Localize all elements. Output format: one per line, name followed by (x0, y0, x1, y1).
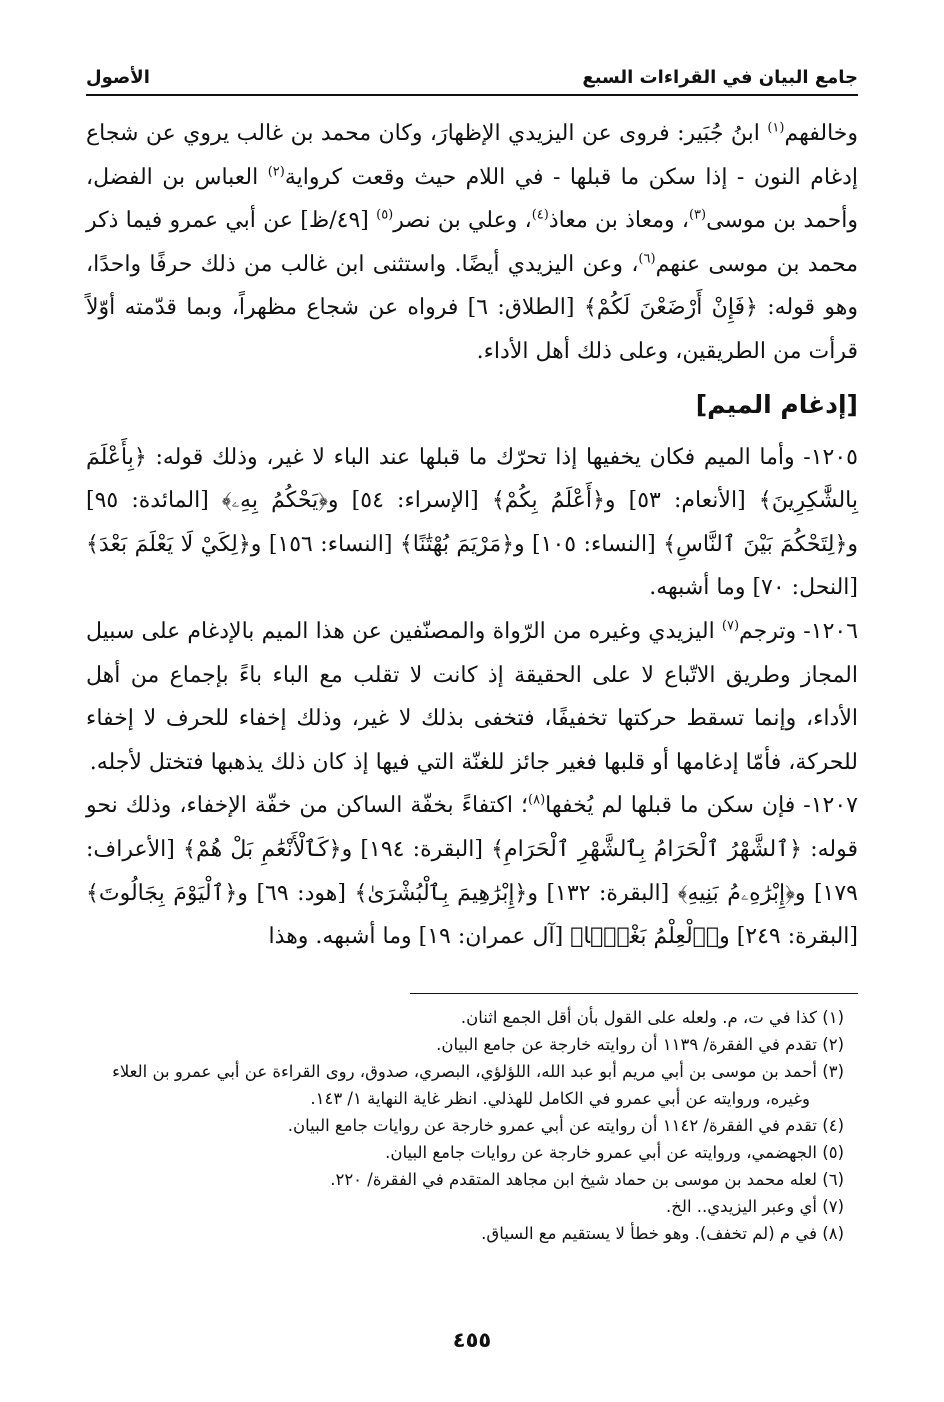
chapter-title: الأصول (86, 67, 150, 88)
paragraph-1 (86, 112, 858, 374)
footnote-2: (٢) تقدم في الفقرة/ ١١٣٩ أن روايته خارجة عن جامع البيان. (436, 1035, 844, 1054)
page-number: ٤٥٥ (452, 1328, 492, 1352)
text-run: ١٢٠٧- فإن سكن ما قبلها لم يُخفها (545, 793, 858, 819)
main-text (86, 112, 858, 959)
paragraph-1207 (86, 784, 858, 958)
footnote-4: (٤) تقدم في الفقرة/ ١١٤٢ أن روايته عن أبي عمرو خارجة عن روايات جامع البيان. (287, 1116, 844, 1135)
book-title: جامع البيان في القراءات السبع (582, 67, 858, 88)
footnote-ref-5: (٥) (376, 207, 394, 223)
text-run: [٤٩/ظ] عن أبي عمرو فيما ذكر محمد بن موسى عنهم (86, 208, 858, 277)
running-header (86, 60, 858, 88)
footnote-1: (١) كذا في ت، م. ولعله على القول بأن أقل الجمع اثنان. (460, 1008, 844, 1027)
footnote-7: (٧) أي وعبر اليزيدي.. الخ. (666, 1197, 844, 1216)
footnotes (90, 1004, 844, 1247)
footnote-ref-1: (١) (767, 120, 785, 136)
text-run: ؛ اكتفاءً بخفّة الساكن من خفّة الإخفاء، وذلك نحو قوله: ﴿ٱلشَّهْرُ ٱلْحَرَامُ بِٱلشَّهْرِ ٱلْحَرَامِ﴾ [البقرة: ١٩٤] و﴿كَٱلْأَنْعَٰمِ بَلْ هُمْ﴾ [الأعراف: ١٧٩] و﴿إِبْرَٰهِۦمُ بَنِيهِ﴾ [البقرة: ١٣٢] و﴿إِبْرَٰهِيمَ بِٱلْبُشْرَىٰ﴾ [هود: ٦٩] و﴿ٱلْيَوْمَ بِجَالُوتَ﴾ [البقرة: ٢٤٩] و﴿ٱلْعِلْمُ بَغْيًۢا﴾ [آل عمران: ١٩] وما أشبهه. وهذا (86, 793, 858, 950)
text-run: ، ومعاذ بن معاذ (548, 208, 689, 234)
footnote-6: (٦) لعله محمد بن موسى بن حماد شيخ ابن مجاهد المتقدم في الفقرة/ ٢٢٠. (330, 1170, 844, 1189)
paragraph-1206 (86, 610, 858, 784)
footnote-ref-6: (٦) (638, 251, 656, 267)
footnote-ref-7: (٧) (721, 618, 740, 634)
text-run: ١٢٠٦- وترجم (739, 618, 859, 644)
footnote-ref-8: (٨) (528, 792, 546, 808)
footnote-8: (٨) في م (لم تخفف). وهو خطأ لا يستقيم مع السياق. (481, 1224, 844, 1243)
text-run: اليزيدي وغيره من الرّواة والمصنّفين عن هذا الميم بالإدغام على سبيل المجاز وطريق الاتّباع لا على الحقيقة إذ كانت لا تقلب مع الباء باءً بإجماع من أهل الأداء، وإنما تسقط حركتها تخفيفًا، فتخفى بذلك لا غير، وذلك إخفاء للحرف لا إخفاء للحركة، فأمّا إدغامها أو قلبها فغير جائز للغنّة التي فيها إذ كان ذلك يذهبها فتختل لأجله. (86, 618, 858, 775)
text-run: العباس بن الفضل، وأحمد بن موسى (86, 164, 858, 234)
text-run: ابنُ جُبَير: فروى عن اليزيدي الإظهارَ، وكان محمد بن غالب يروي عن شجاع إدغام النون - إذا سكن ما قبلها - في اللام حيث وقعت كرواية (86, 121, 858, 190)
paragraph-1205: ١٢٠٥- وأما الميم فكان يخفيها إذا تحرّك ما قبلها عند الباء لا غير، وذلك قوله: ﴿بِأَعْلَمَ بِالشَّٰكِرِينَ﴾ [الأنعام: ٥٣] و﴿أَعْلَمُ بِكُمْ﴾ [الإسراء: ٥٤] و﴿يَحْكُمُ بِهِۦ﴾ [المائدة: ٩٥] و﴿لِتَحْكُمَ بَيْنَ ٱلنَّاسِ﴾ [النساء: ١٠٥] و﴿مَرْيَمَ بُهْتَٰنًا﴾ [النساء: ١٥٦] و﴿لِكَيْ لَا يَعْلَمَ بَعْدَ﴾ [النحل: ٧٠] وما أشبهه. (86, 444, 859, 601)
footnote-5: (٥) الجهضمي، وروايته عن أبي عمرو خارجة عن روايات جامع البيان. (385, 1143, 844, 1162)
footnote-ref-2: (٢) (267, 164, 285, 180)
text-run: ، وعن اليزيدي أيضًا. واستثنى ابن غالب من ذلك حرفًا واحدًا، وهو قوله: ﴿فَإِنْ أَرْضَعْنَ لَكُمْ﴾ [الطلاق: ٦] فرواه عن شجاع مظهراً، وبما قدّمته أوّلاً قرأت من الطريقين، وعلى ذلك أهل الأداء. (86, 251, 858, 364)
text-run: ، وعلي بن نصر (393, 208, 532, 234)
text-run: وخالفهم (784, 121, 858, 146)
footnote-rule (410, 993, 858, 994)
header-rule (86, 94, 858, 96)
section-heading: [إدغام الميم] (695, 389, 858, 419)
footnote-3: (٣) أحمد بن موسى بن أبي مريم أبو عبد الله، اللؤلؤي، البصري، صدوق، روى القراءة عن أبي عمرو بن العلاء وغيره، وروايته عن أبي عمرو في الكامل للهذلي. انظر غاية النهاية ١/ ١٤٣. (112, 1062, 844, 1108)
footnote-ref-4: (٤) (531, 207, 549, 223)
footnote-ref-3: (٣) (688, 207, 707, 223)
